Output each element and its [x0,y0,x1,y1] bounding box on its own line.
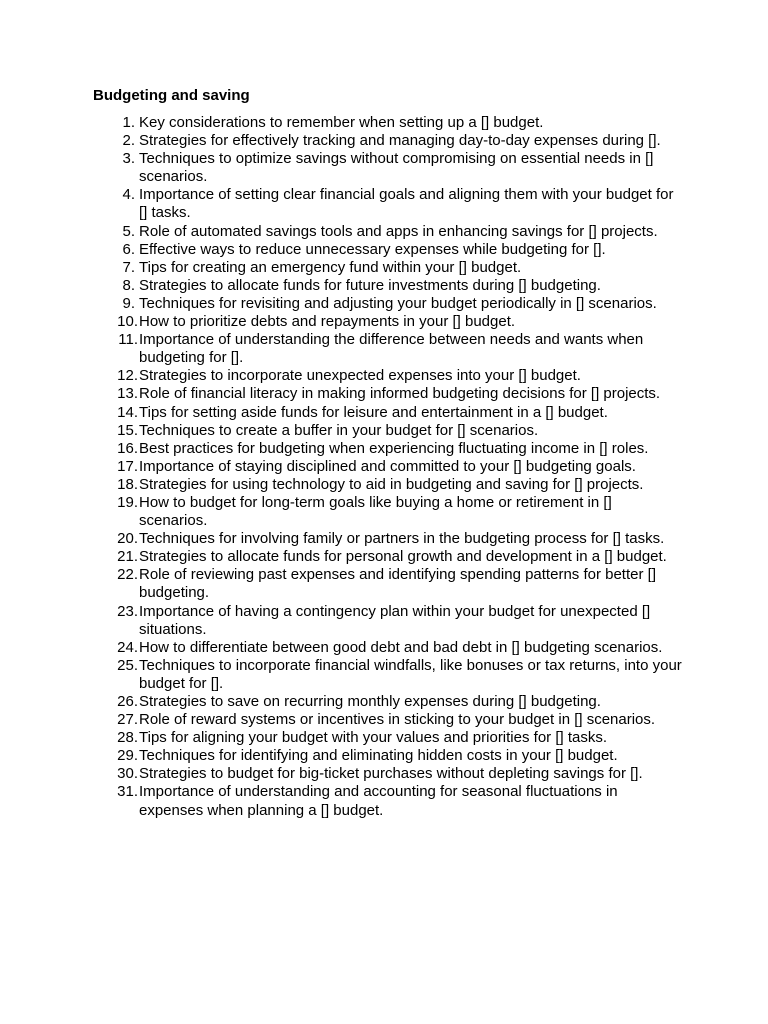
list-item-text: Strategies to allocate funds for future investments during [] budgeting. [139,276,601,294]
list-item [93,150,683,186]
document-title: Budgeting and saving [93,87,250,104]
list-item-number: 26. [117,693,138,710]
list-item [93,657,683,693]
list-item-number: 24. [117,638,138,656]
list-item [93,277,683,295]
list-item-number: 13. [117,385,138,403]
list-item-text: Strategies to save on recurring monthly expenses during [] budgeting. [139,693,601,710]
list-item-text: Strategies to allocate funds for personal growth and development in a [] budget. [139,548,667,566]
list-item-text: Importance of understanding the difference between needs and wants when budgeting for []. [139,331,644,367]
list-item-number: 6. [122,240,135,258]
list-item [93,530,683,548]
list-item-number: 30. [117,765,138,783]
list-item [93,404,683,422]
list-item-text: Effective ways to reduce unnecessary expenses while budgeting for []. [139,240,606,258]
list-item [93,223,683,241]
list-item-number: 8. [122,276,135,294]
list-item-text: Techniques for identifying and eliminating hidden costs in your [] budget. [139,747,618,765]
list-item-number: 19. [117,493,138,511]
list-item-number: 22. [117,566,138,584]
list-item-text: Importance of staying disciplined and committed to your [] budgeting goals. [139,457,636,475]
list-item-text: Techniques for involving family or partners in the budgeting process for [] tasks. [139,530,665,548]
list-item-text: Techniques to incorporate financial windfalls, like bonuses or tax returns, into your budget for []. [139,656,682,692]
list-item-number: 15. [117,421,138,439]
list-item-text: Role of reward systems or incentives in sticking to your budget in [] scenarios. [139,711,656,729]
list-item-text: Strategies for using technology to aid in budgeting and saving for [] projects. [139,475,644,493]
list-item [93,114,683,132]
list-item [93,367,683,385]
list-item [93,331,683,367]
list-item [93,295,683,313]
list-item-text: Strategies for effectively tracking and managing day-to-day expenses during []. [139,132,661,150]
list-item-text: Techniques to create a buffer in your budget for [] scenarios. [139,421,539,439]
list-item-text: Role of financial literacy in making informed budgeting decisions for [] projects. [139,385,661,403]
list-item-text: Best practices for budgeting when experiencing fluctuating income in [] roles. [139,439,649,457]
list-item-text: Importance of having a contingency plan within your budget for unexpected [] situations. [139,602,651,638]
list-item-number: 20. [117,530,138,548]
list-item [93,494,683,530]
list-item-number: 3. [122,150,135,168]
list-item-text: Techniques for revisiting and adjusting your budget periodically in [] scenarios. [139,294,657,312]
list-item-text: Importance of understanding and accounting for seasonal fluctuations in expenses when planning a [] budget. [139,783,618,819]
list-item [93,765,683,783]
list-item-number: 28. [117,729,138,747]
list-item-text: How to budget for long-term goals like buying a home or retirement in [] scenarios. [139,493,612,530]
list-item [93,548,683,566]
list-item [93,711,683,729]
list-item-text: How to prioritize debts and repayments in your [] budget. [139,313,516,331]
list-item [93,241,683,259]
list-item [93,639,683,657]
list-item [93,729,683,747]
list-item [93,693,683,711]
list-item [93,186,683,222]
list-item [93,422,683,440]
list-item-number: 21. [117,548,138,566]
list-item-number: 18. [117,475,138,493]
list-item-text: Role of automated savings tools and apps in enhancing savings for [] projects. [139,222,658,240]
list-item-text: Techniques to optimize savings without compromising on essential needs in [] scenarios. [139,150,654,186]
list-item [93,747,683,765]
list-item-number: 14. [117,403,138,421]
list-item-text: Strategies to incorporate unexpected expenses into your [] budget. [139,367,581,385]
list-item-text: Tips for aligning your budget with your values and priorities for [] tasks. [139,729,608,747]
list-item-number: 17. [117,457,138,475]
list-item-number: 12. [117,367,138,385]
list-item-number: 2. [122,132,135,150]
list-item-text: Strategies to budget for big-ticket purchases without depleting savings for []. [139,765,643,783]
list-item [93,440,683,458]
list-item [93,783,683,819]
list-item-text: Tips for setting aside funds for leisure and entertainment in a [] budget. [139,403,608,421]
list-item [93,132,683,150]
list-item-number: 1. [122,114,135,131]
list-item-text: Role of reviewing past expenses and identifying spending patterns for better [] budgeting. [139,566,656,602]
list-item [93,566,683,602]
list-item [93,385,683,403]
list-item-number: 11. [118,331,138,349]
list-item-text: How to differentiate between good debt and bad debt in [] budgeting scenarios. [139,638,663,656]
list-item-text: Key considerations to remember when setting up a [] budget. [139,114,544,131]
list-item-number: 25. [117,656,138,674]
list-item-number: 16. [117,439,138,457]
list-item [93,458,683,476]
list-item-number: 31. [117,783,138,801]
list-item-number: 4. [122,186,135,204]
list-item [93,259,683,277]
list-item-number: 7. [122,258,135,276]
list-item-number: 9. [122,294,135,312]
list-item-number: 10. [117,313,138,331]
list-item-number: 23. [117,602,138,620]
list-item [93,603,683,639]
list-item-number: 5. [122,222,135,240]
numbered-list [93,114,683,820]
list-item [93,313,683,331]
list-item-text: Tips for creating an emergency fund within your [] budget. [139,258,522,276]
list-item-number: 29. [117,747,138,765]
list-item [93,476,683,494]
list-item-number: 27. [117,711,138,729]
list-item-text: Importance of setting clear financial goals and aligning them with your budget for [] tasks. [139,186,674,222]
